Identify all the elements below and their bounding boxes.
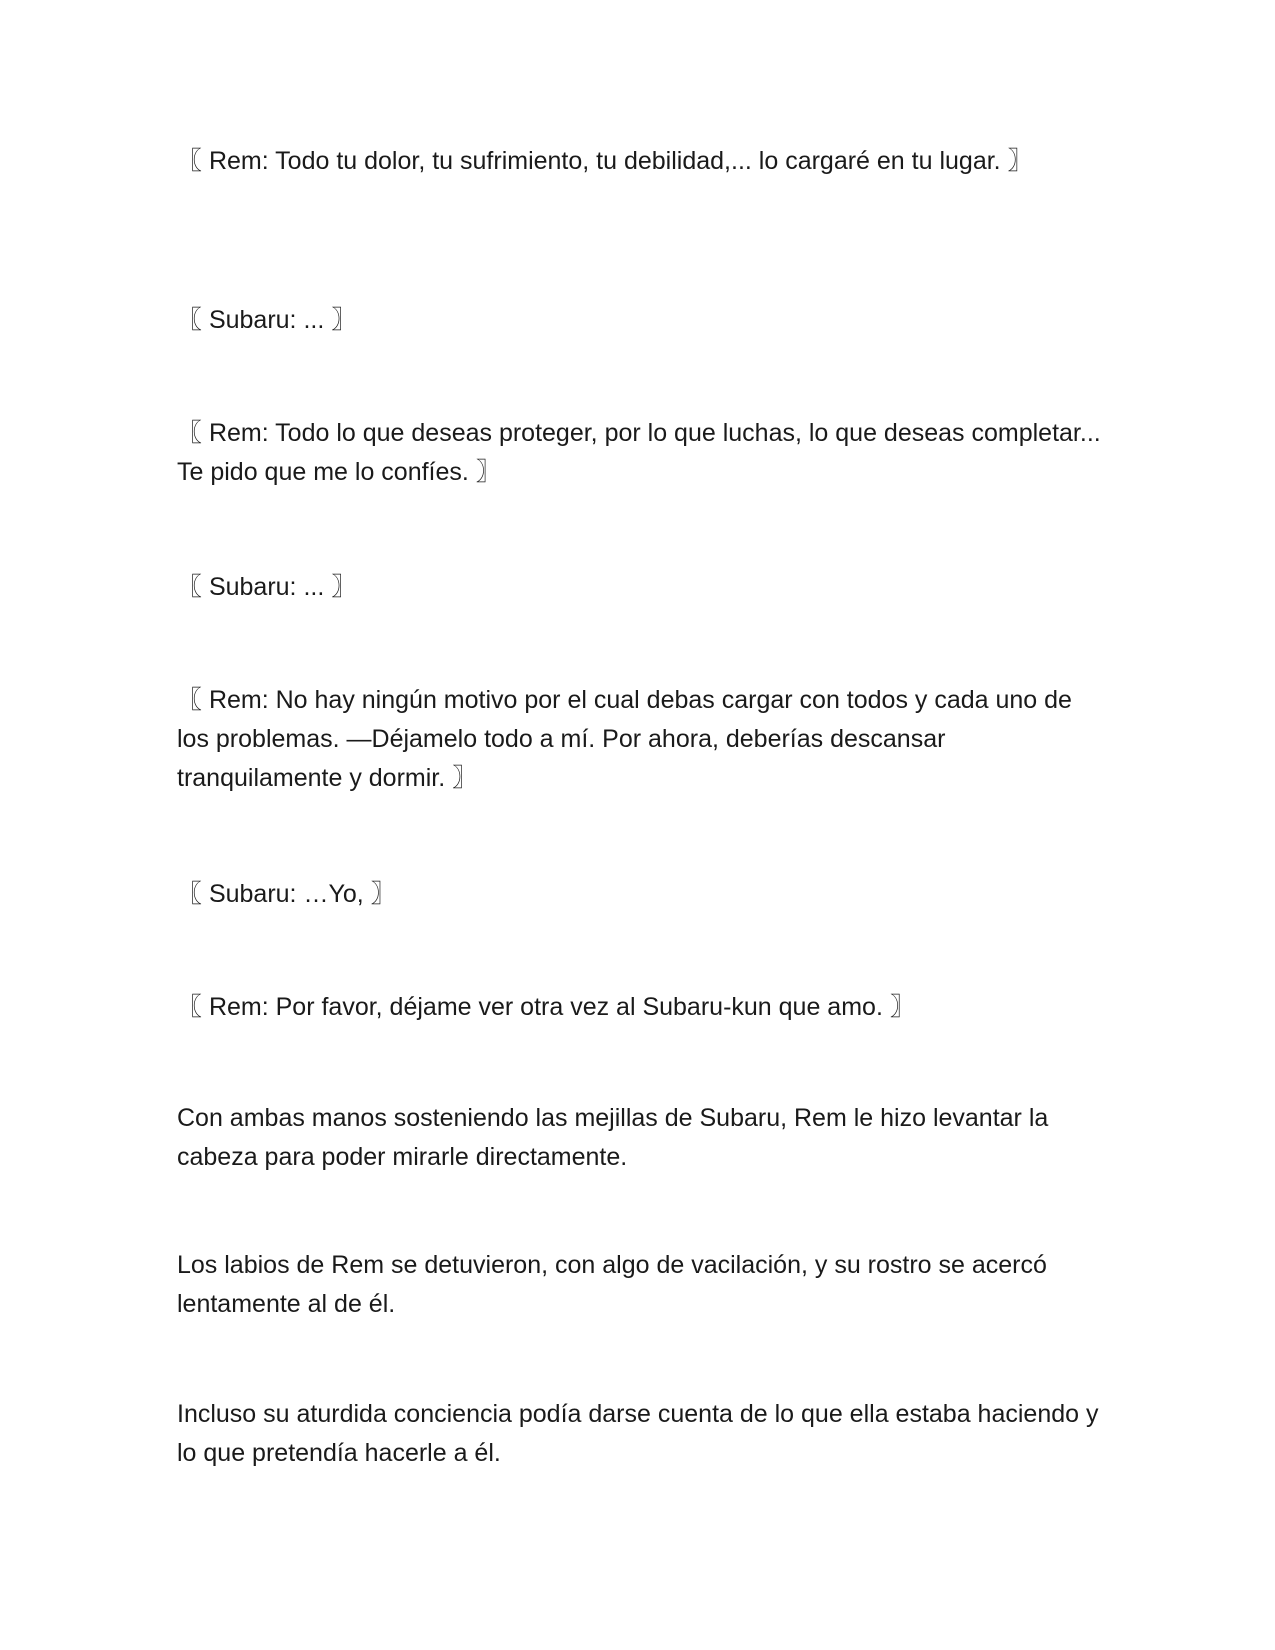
dialogue-rem-1: 〖 Rem: Todo tu dolor, tu sufrimiento, tu debilidad,... lo cargaré en tu lugar. 〗: [177, 147, 1033, 175]
dialogue-rem-2: 〖 Rem: Todo lo que deseas proteger, por lo que luchas, lo que deseas completar... Te pido que me lo confíes. 〗: [177, 419, 1101, 486]
dialogue-rem-4: 〖 Rem: Por favor, déjame ver otra vez al Subaru-kun que amo. 〗: [177, 993, 915, 1021]
narration-paragraph-2: Los labios de Rem se detuvieron, con algo de vacilación, y su rostro se acercó lentamente al de él.: [177, 1251, 1047, 1318]
narration-paragraph-3: Incluso su aturdida conciencia podía darse cuenta de lo que ella estaba haciendo y lo que pretendía hacerle a él.: [177, 1400, 1099, 1467]
dialogue-rem-3: 〖 Rem: No hay ningún motivo por el cual debas cargar con todos y cada uno de los problemas. —Déjamelo todo a mí. Por ahora, deberías descansar tranquilamente y dormir. 〗: [177, 686, 1072, 792]
dialogue-subaru-2: 〖 Subaru: ... 〗: [177, 573, 357, 601]
dialogue-subaru-1: 〖 Subaru: ... 〗: [177, 306, 357, 334]
narration-paragraph-1: Con ambas manos sosteniendo las mejillas de Subaru, Rem le hizo levantar la cabeza para poder mirarle directamente.: [177, 1104, 1049, 1171]
dialogue-subaru-3: 〖 Subaru: …Yo, 〗: [177, 880, 396, 908]
